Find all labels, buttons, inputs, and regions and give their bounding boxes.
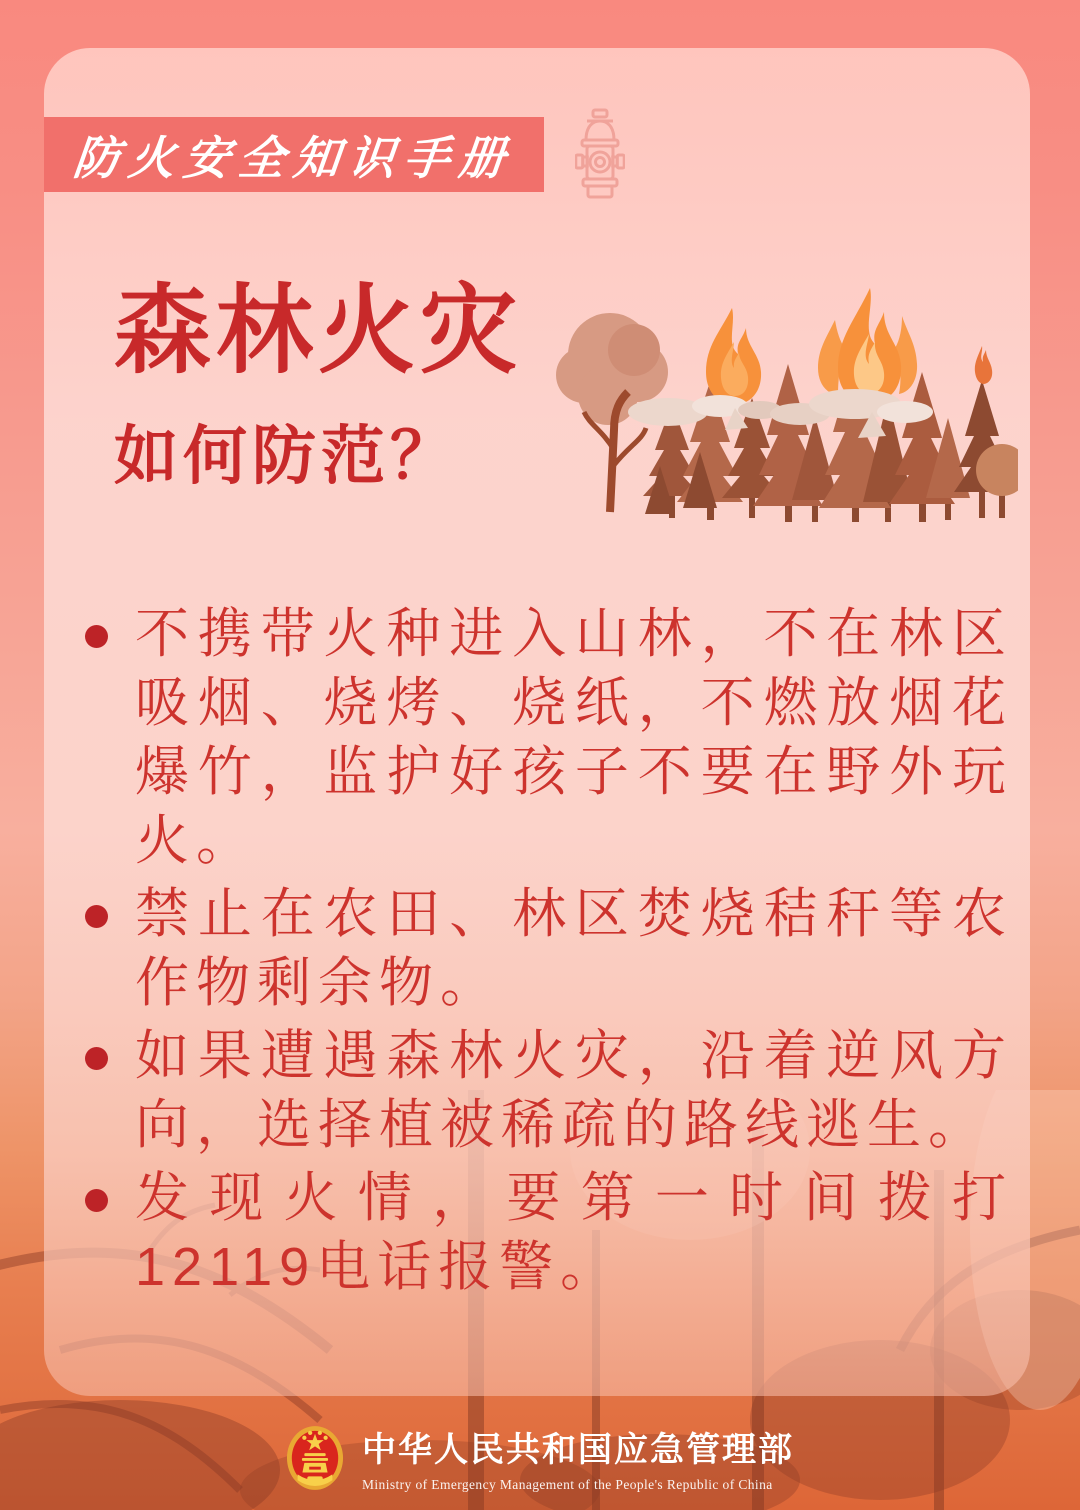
list-item bbox=[85, 1164, 1013, 1302]
tip-text-2: 禁止在农田、林区焚烧秸秆等农作物剩余物。 bbox=[135, 884, 1013, 1013]
list-item bbox=[85, 1022, 1013, 1160]
tip-text-1: 不携带火种进入山林，不在林区吸烟、烧烤、烧纸，不燃放烟花爆竹，监护好孩子不要在野外玩火。 bbox=[135, 604, 1013, 871]
tip-text-4: 发现火情，要第一时间拨打12119电话报警。 bbox=[135, 1168, 1013, 1297]
bullet-dot-icon bbox=[85, 905, 108, 928]
bullet-dot-icon bbox=[85, 1047, 108, 1070]
list-item bbox=[85, 880, 1013, 1018]
page-title: 森林火灾 bbox=[114, 273, 522, 387]
content-card bbox=[44, 48, 1030, 1396]
national-emblem-icon bbox=[286, 1424, 344, 1492]
tips-list bbox=[85, 600, 1013, 1306]
bullet-dot-icon bbox=[85, 625, 108, 648]
tip-text-3: 如果遭遇森林火灾，沿着逆风方向，选择植被稀疏的路线逃生。 bbox=[135, 1026, 1013, 1155]
banner-title: 防火安全知识手册 bbox=[70, 131, 517, 184]
bullet-dot-icon bbox=[85, 1189, 108, 1212]
footer-text bbox=[362, 1422, 794, 1493]
footer bbox=[0, 1422, 1080, 1493]
page-subtitle: 如何防范？ bbox=[114, 419, 459, 494]
ministry-name-cn: 中华人民共和国应急管理部 bbox=[362, 1431, 794, 1469]
ministry-name-en: Ministry of Emergency Management of the People's Republic of China bbox=[362, 1477, 773, 1492]
header-banner bbox=[44, 117, 544, 192]
burning-forest-illustration bbox=[550, 280, 1018, 528]
title-block bbox=[114, 273, 522, 494]
list-item bbox=[85, 600, 1013, 876]
fire-hydrant-icon bbox=[575, 108, 625, 200]
